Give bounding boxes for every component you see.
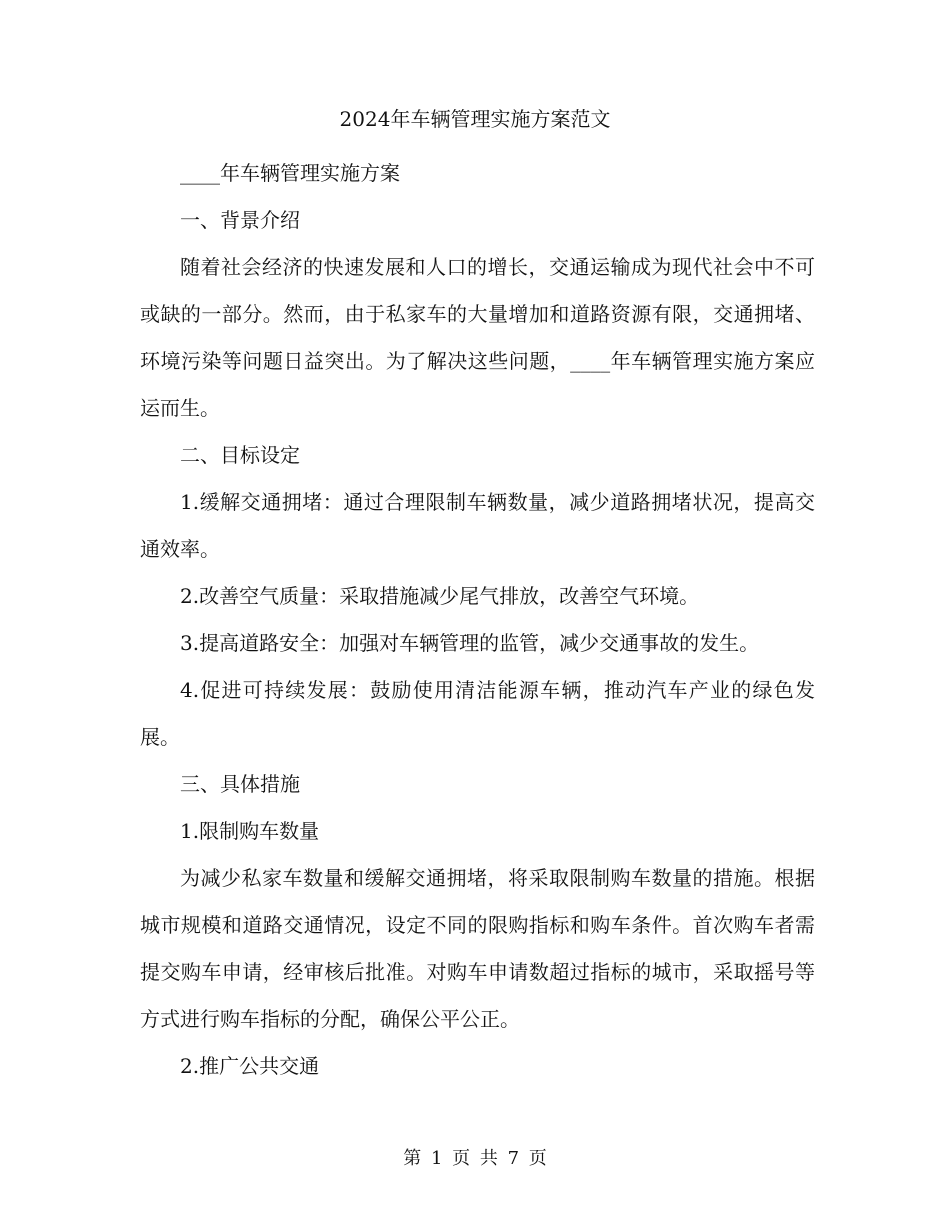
paragraph-goal-2: 2.改善空气质量：采取措施减少尾气排放，改善空气环境。 <box>180 584 700 608</box>
document-title: 2024年车辆管理实施方案范文 <box>339 107 611 131</box>
heading-measures: 三、具体措施 <box>180 772 300 796</box>
heading-measure-2: 2.推广公共交通 <box>180 1054 320 1078</box>
paragraph-background: 随着社会经济的快速发展和人口的增长，交通运输成为现代社会中不可或缺的一部分。然而，由于私家车的大量增加和道路资源有限，交通拥堵、环境污染等问题日益突出。为了解决这些问题，____年车辆管理实施方案应运而生。 <box>140 255 815 420</box>
paragraph-goal-4: 4.促进可持续发展：鼓励使用清洁能源车辆，推动汽车产业的绿色发展。 <box>140 678 815 749</box>
heading-background: 一、背景介绍 <box>180 208 300 232</box>
paragraph-subtitle: ____年车辆管理实施方案 <box>180 161 400 185</box>
paragraph-goal-1: 1.缓解交通拥堵：通过合理限制车辆数量，减少道路拥堵状况，提高交通效率。 <box>140 490 815 561</box>
heading-goals: 二、目标设定 <box>180 443 300 467</box>
paragraph-measure-1: 为减少私家车数量和缓解交通拥堵，将采取限制购车数量的措施。根据城市规模和道路交通情况，设定不同的限购指标和购车条件。首次购车者需提交购车申请，经审核后批准。对购车申请数超过指标的城市，采取摇号等方式进行购车指标的分配，确保公平公正。 <box>140 866 815 1031</box>
heading-measure-1: 1.限制购车数量 <box>180 819 320 843</box>
page-number: 第 1 页 共 7 页 <box>403 1148 547 1169</box>
document-body <box>140 150 815 1090</box>
paragraph-goal-3: 3.提高道路安全：加强对车辆管理的监管，减少交通事故的发生。 <box>180 631 760 655</box>
